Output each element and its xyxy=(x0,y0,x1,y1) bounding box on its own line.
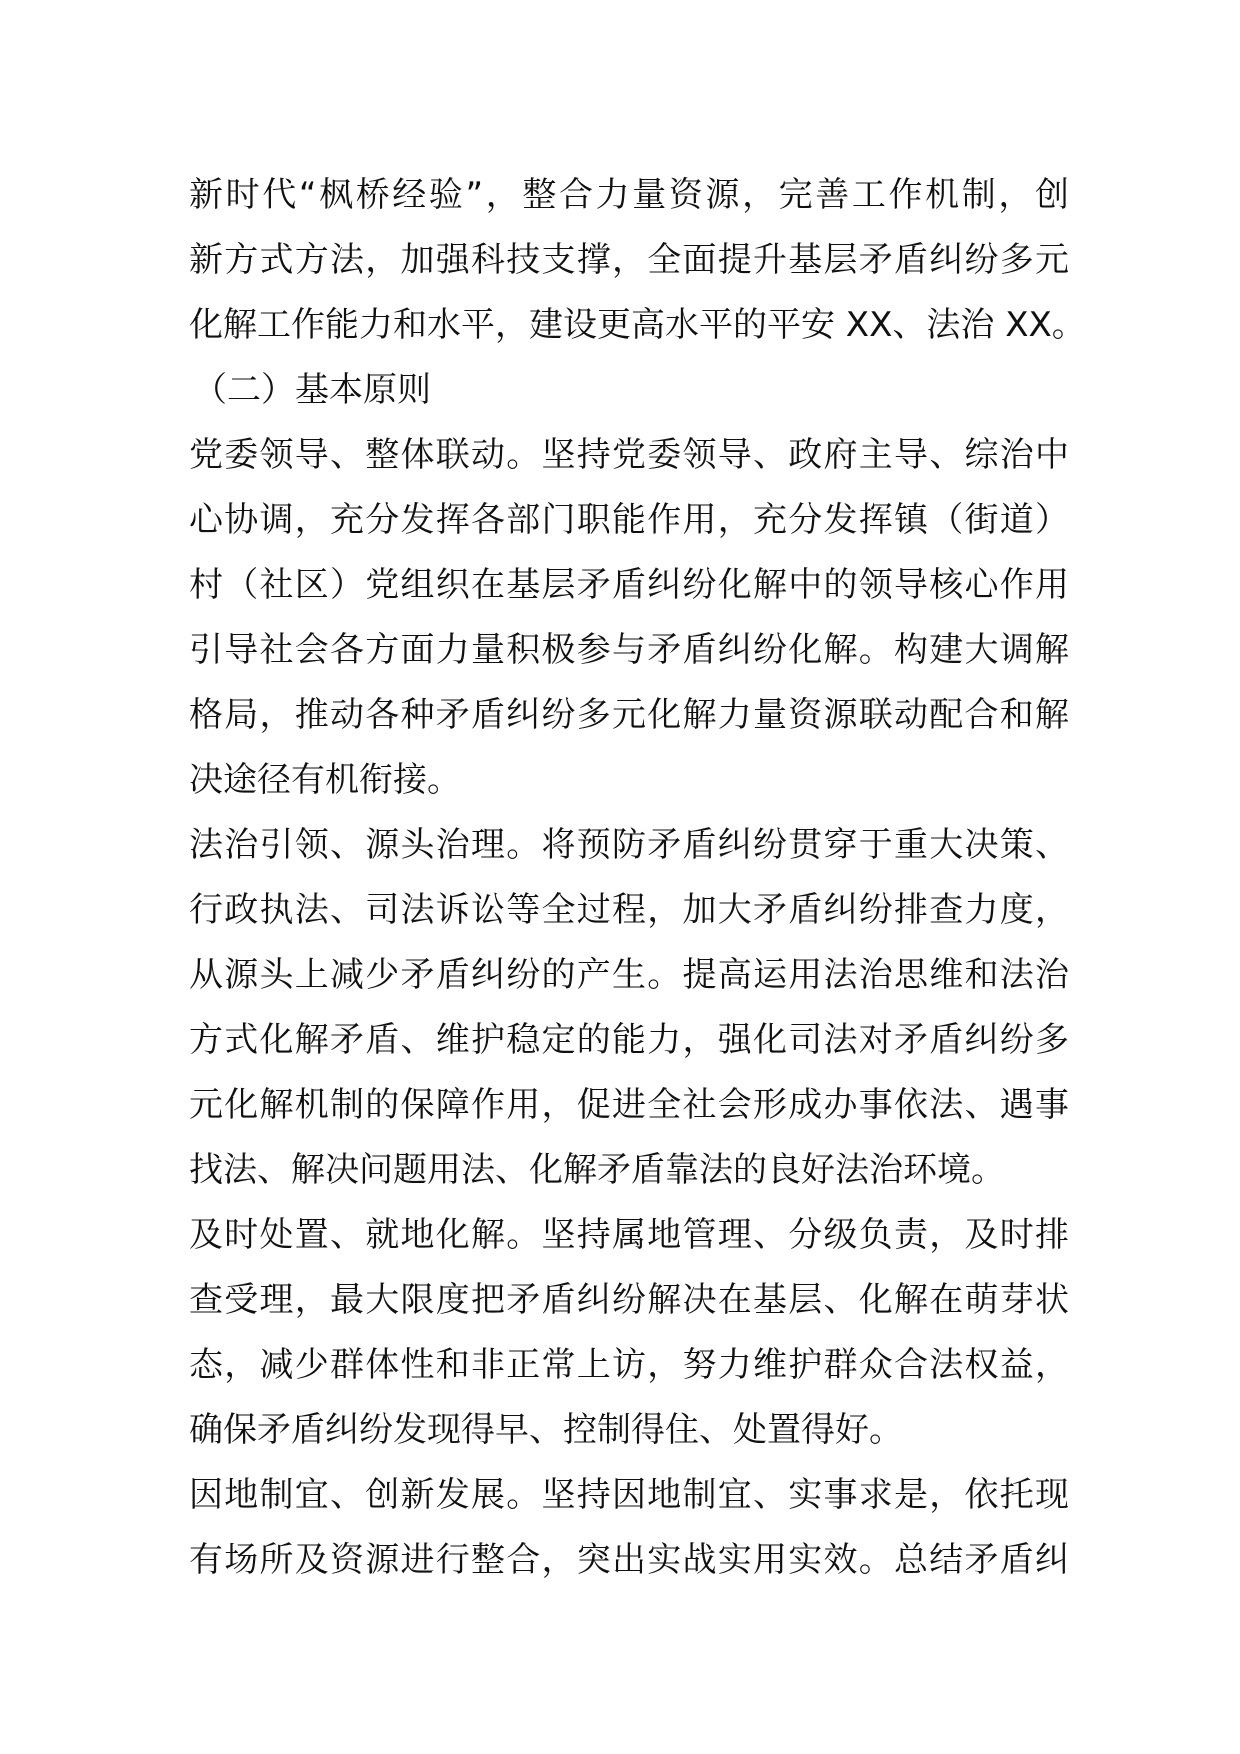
text-line: 确保矛盾纠纷发现得早、控制得住、处置得好。 xyxy=(189,1410,903,1450)
text-line: 新方式方法，加强科技支撑，全面提升基层矛盾纠纷多元 xyxy=(189,240,1069,280)
text-line: 方式化解矛盾、维护稳定的能力，强化司法对矛盾纠纷多 xyxy=(189,1020,1069,1060)
text-line: 找法、解决问题用法、化解矛盾靠法的良好法治环境。 xyxy=(189,1150,1005,1190)
text-line: 行政执法、司法诉讼等全过程，加大矛盾纠纷排查力度， xyxy=(189,890,1069,930)
text-line: 新时代“枫桥经验”，整合力量资源，完善工作机制，创 xyxy=(189,175,1069,215)
text-line: 元化解机制的保障作用，促进全社会形成办事依法、遇事 xyxy=(189,1085,1069,1125)
text-line: 党委领导、整体联动。坚持党委领导、政府主导、综治中 xyxy=(189,435,1069,475)
text-line: 化解工作能力和水平，建设更高水平的平安 XX、法治 XX。 xyxy=(189,305,1086,345)
text-line: 因地制宜、创新发展。坚持因地制宜、实事求是，依托现 xyxy=(189,1475,1069,1515)
text-line: 态，减少群体性和非正常上访，努力维护群众合法权益， xyxy=(189,1345,1069,1385)
text-line: 格局，推动各种矛盾纠纷多元化解力量资源联动配合和解 xyxy=(189,695,1069,735)
section-heading: （二）基本原则 xyxy=(193,370,431,410)
text-line: 从源头上减少矛盾纠纷的产生。提高运用法治思维和法治 xyxy=(189,955,1069,995)
text-line: 及时处置、就地化解。坚持属地管理、分级负责，及时排 xyxy=(189,1215,1069,1255)
text-line: 决途径有机衔接。 xyxy=(189,760,461,800)
text-line: 心协调，充分发挥各部门职能作用，充分发挥镇（街道） xyxy=(189,500,1069,540)
document-page xyxy=(189,163,1086,1593)
text-line: 引导社会各方面力量积极参与矛盾纠纷化解。构建大调解 xyxy=(189,630,1069,670)
text-line: 法治引领、源头治理。将预防矛盾纠纷贯穿于重大决策、 xyxy=(189,825,1069,865)
text-line: 村（社区）党组织在基层矛盾纠纷化解中的领导核心作用 xyxy=(189,565,1069,605)
text-line: 查受理，最大限度把矛盾纠纷解决在基层、化解在萌芽状 xyxy=(189,1280,1069,1320)
text-line: 有场所及资源进行整合，突出实战实用实效。总结矛盾纠 xyxy=(189,1540,1069,1580)
